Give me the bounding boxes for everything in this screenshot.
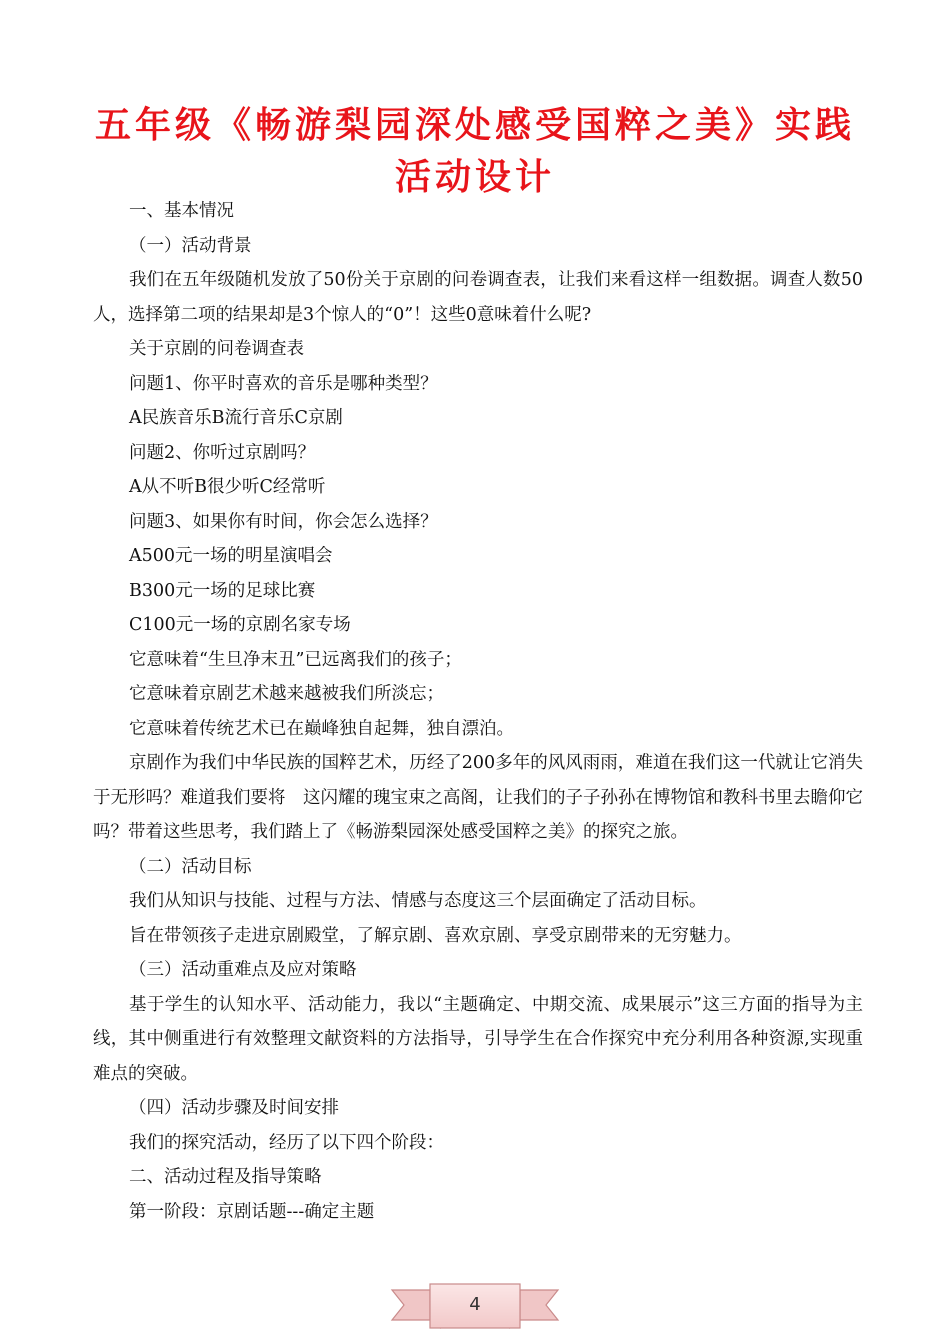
survey-options-1: A民族音乐B流行音乐C京剧: [129, 408, 343, 428]
subheading-steps: （四）活动步骤及时间安排: [129, 1098, 339, 1118]
paragraph-peking-opera: 京剧作为我们中华民族的国粹艺术，历经了200多年的风风雨雨，难道在我们这一代就让它消失于无形吗？难道我们要将 这闪耀的瑰宝束之高阁，让我们的子子孙孙在博物馆和教科书里去瞻仰它吗？带着这些思考，我们踏上了《畅游梨园深处感受国粹之美》的探究之旅。: [93, 753, 863, 842]
paragraph-goals-1: 我们从知识与技能、过程与方法、情感与态度这三个层面确定了活动目标。: [129, 891, 707, 911]
survey-title: 关于京剧的问卷调查表: [129, 339, 304, 359]
paragraph-goals-2: 旨在带领孩子走进京剧殿堂，了解京剧、喜欢京剧、享受京剧带来的无穷魅力。: [129, 925, 742, 946]
survey-option-3c: C100元一场的京剧名家专场: [129, 615, 351, 635]
heading-basic-info: 一、基本情况: [129, 201, 234, 221]
subheading-background: （一）活动背景: [129, 235, 252, 256]
meaning-line-3: 它意味着传统艺术已在巅峰独自起舞，独自漂泊。: [129, 718, 514, 739]
survey-question-1: 问题1、你平时喜欢的音乐是哪种类型？: [129, 373, 438, 394]
paragraph-stages: 我们的探究活动，经历了以下四个阶段：: [129, 1132, 444, 1153]
page-number: 4: [469, 1294, 481, 1315]
heading-process: 二、活动过程及指导策略: [129, 1167, 322, 1187]
survey-question-2: 问题2、你听过京剧吗？: [129, 442, 316, 463]
meaning-line-1: 它意味着“生旦净末丑”已远离我们的孩子；: [129, 649, 462, 670]
document-body: [93, 194, 863, 1229]
page-number-ribbon: [390, 1280, 560, 1336]
survey-option-3b: B300元一场的足球比赛: [129, 580, 316, 601]
subheading-goals: （二）活动目标: [129, 856, 252, 877]
subheading-key-points: （三）活动重难点及应对策略: [129, 960, 357, 980]
document-title: 五年级《畅游梨园深处感受国粹之美》实践活动设计: [94, 105, 855, 198]
survey-option-3a: A500元一场的明星演唱会: [129, 546, 333, 566]
paragraph-stage-1: 第一阶段：京剧话题---确定主题: [129, 1201, 375, 1222]
paragraph-survey-intro: 我们在五年级随机发放了50份关于京剧的问卷调查表，让我们来看这样一组数据。调查人数50人，选择第二项的结果却是3个惊人的“0”！这些0意味着什么呢?: [93, 270, 863, 325]
survey-options-2: A从不听B很少听C经常听: [129, 477, 326, 497]
survey-question-3: 问题3、如果你有时间，你会怎么选择？: [129, 511, 438, 532]
meaning-line-2: 它意味着京剧艺术越来越被我们所淡忘；: [129, 684, 444, 704]
paragraph-strategy: 基于学生的认知水平、活动能力，我以“主题确定、中期交流、成果展示”这三方面的指导为主线，其中侧重进行有效整理文献资料的方法指导，引导学生在合作探究中充分利用各种资源,实现重难点的突破。: [93, 994, 863, 1084]
